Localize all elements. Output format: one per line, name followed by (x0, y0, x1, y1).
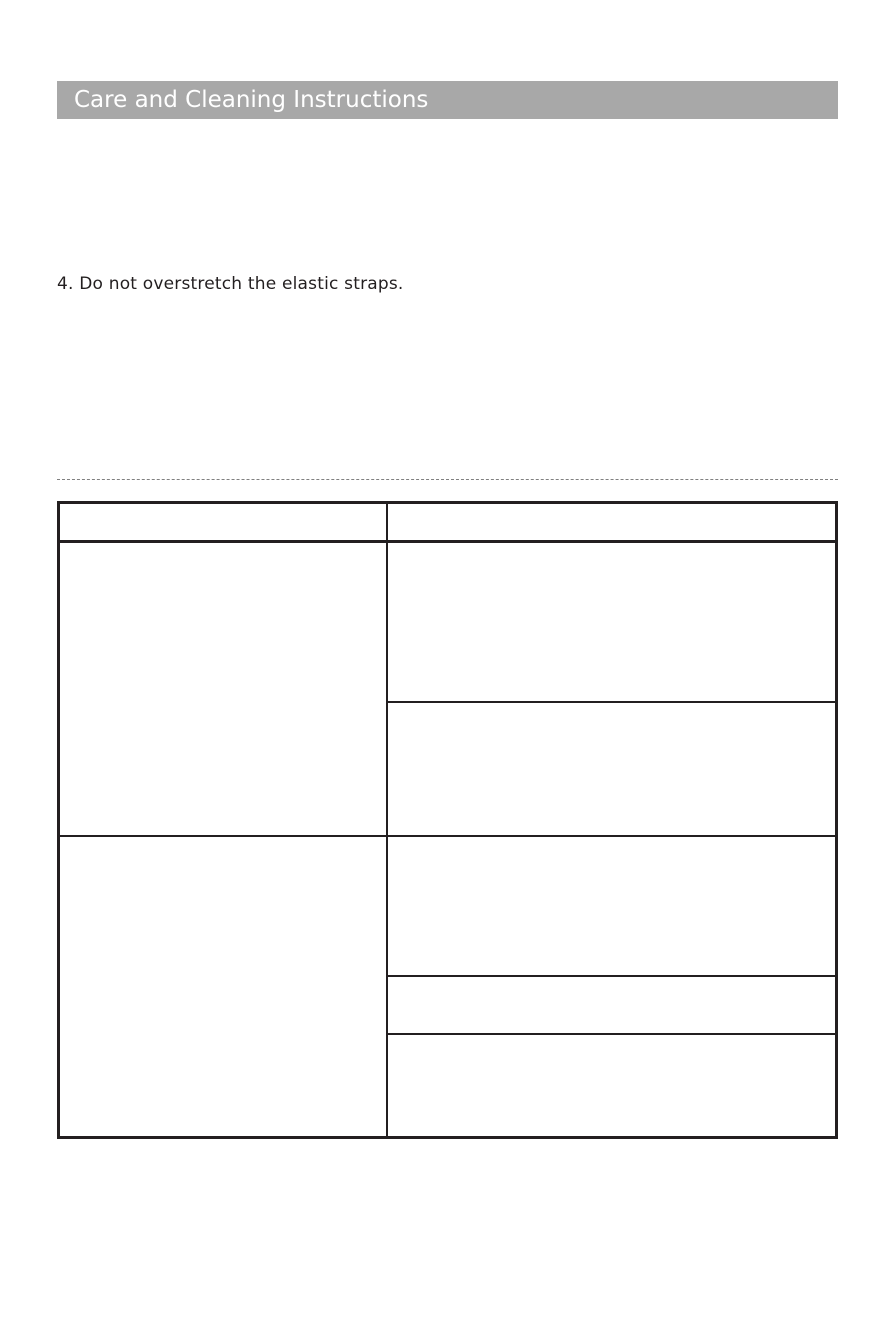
table-cell (388, 1035, 835, 1136)
table-cell (388, 543, 835, 701)
troubleshooting-table (57, 501, 838, 1139)
section-header (57, 81, 838, 119)
table-header-cell (388, 504, 835, 540)
table-cell (388, 837, 835, 975)
dashed-divider (57, 479, 838, 480)
section-title: Care and Cleaning Instructions (74, 86, 429, 113)
table-cell (60, 543, 386, 835)
table-cell (388, 977, 835, 1033)
table-cell (60, 837, 386, 1136)
instruction-item: 4. Do not overstretch the elastic straps. (57, 274, 404, 294)
table-header-cell (60, 504, 386, 540)
table-cell (388, 703, 835, 835)
